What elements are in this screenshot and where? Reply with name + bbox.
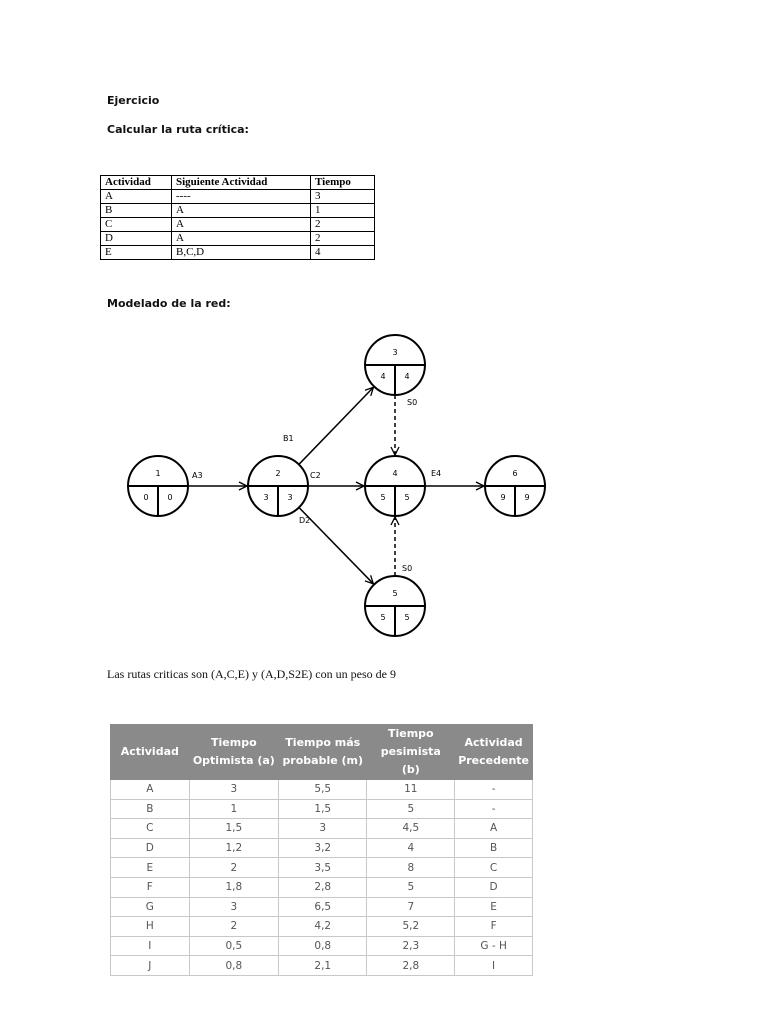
node-id: 5 xyxy=(392,589,398,598)
activities-table-row xyxy=(101,246,375,260)
pert-table-row xyxy=(111,819,533,839)
activities-header-actividad: Actividad xyxy=(101,176,172,190)
critical-path-conclusion: Las rutas criticas son (A,C,E) y (A,D,S2E) con un peso de 9 xyxy=(107,667,396,681)
node-late-time: 5 xyxy=(404,613,410,622)
pert-table-row-cell: B xyxy=(455,838,533,858)
pert-table-row-cell: 5,5 xyxy=(279,780,367,800)
pert-table-row-cell: 1,5 xyxy=(279,799,367,819)
node-early-time: 9 xyxy=(500,493,506,502)
task-heading: Calcular la ruta crítica: xyxy=(107,123,249,136)
pert-table-row xyxy=(111,780,533,800)
activities-table-row-cell: 2 xyxy=(311,218,375,232)
activities-table-row xyxy=(101,204,375,218)
activities-table-row-cell: 1 xyxy=(311,204,375,218)
pert-table-row-cell: 0,8 xyxy=(279,936,367,956)
activities-table-header-row xyxy=(101,176,375,190)
pert-table-row-cell: 4 xyxy=(367,838,455,858)
pert-table-row-cell: G - H xyxy=(455,936,533,956)
pert-table-row-cell: I xyxy=(455,956,533,976)
node-early-time: 5 xyxy=(380,493,386,502)
edge-label-2-3: B1 xyxy=(283,434,294,443)
pert-table-row-cell: 1,2 xyxy=(189,838,278,858)
activities-table-row-cell: 2 xyxy=(311,232,375,246)
edge-label-3-4: S0 xyxy=(407,398,418,407)
pert-table-row-cell: 4,2 xyxy=(279,917,367,937)
activities-table-row-cell: 3 xyxy=(311,190,375,204)
edge-2-3 xyxy=(299,387,374,464)
edge-label-4-6: E4 xyxy=(431,469,442,478)
pert-table-row xyxy=(111,838,533,858)
pert-table-row xyxy=(111,917,533,937)
pert-table-row-cell: 2,3 xyxy=(367,936,455,956)
activities-table-row-cell: B xyxy=(101,204,172,218)
node-3 xyxy=(365,335,425,395)
node-id: 2 xyxy=(275,469,281,478)
pert-table-row-cell: 3 xyxy=(279,819,367,839)
pert-table-row-cell: F xyxy=(455,917,533,937)
activities-table-row-cell: ---- xyxy=(172,190,311,204)
activities-table-row xyxy=(101,232,375,246)
pert-table-row-cell: 5,2 xyxy=(367,917,455,937)
activities-table-row-cell: A xyxy=(172,232,311,246)
node-late-time: 0 xyxy=(167,493,173,502)
edge-label-2-5: D2 xyxy=(299,516,311,525)
pert-table-row-cell: 7 xyxy=(367,897,455,917)
pert-table-row-cell: 4,5 xyxy=(367,819,455,839)
activities-table xyxy=(100,175,375,260)
activities-table-row-cell: A xyxy=(172,204,311,218)
network-diagram xyxy=(110,325,560,645)
pert-table-row-cell: 2,8 xyxy=(279,877,367,897)
pert-table-row-cell: G xyxy=(111,897,190,917)
node-early-time: 5 xyxy=(380,613,386,622)
pert-table-row xyxy=(111,858,533,878)
edge-label-2-4: C2 xyxy=(310,471,321,480)
node-2 xyxy=(248,456,308,516)
pert-header-actividad: Actividad xyxy=(111,725,190,780)
activities-header-tiempo: Tiempo xyxy=(311,176,375,190)
node-late-time: 4 xyxy=(404,372,410,381)
pert-table-row-cell: C xyxy=(111,819,190,839)
pert-table-row-cell: E xyxy=(111,858,190,878)
pert-table-row-cell: E xyxy=(455,897,533,917)
activities-table-row-cell: C xyxy=(101,218,172,232)
pert-table-row xyxy=(111,936,533,956)
pert-table-row-cell: D xyxy=(455,877,533,897)
pert-table-header-row xyxy=(111,725,533,780)
pert-header-pesimista: Tiempo pesimista (b) xyxy=(367,725,455,780)
pert-table-row-cell: H xyxy=(111,917,190,937)
node-early-time: 0 xyxy=(143,493,149,502)
pert-table-row-cell: A xyxy=(455,819,533,839)
pert-table-row-cell: 0,5 xyxy=(189,936,278,956)
edge-label-1-2: A3 xyxy=(192,471,203,480)
pert-table-row-cell: D xyxy=(111,838,190,858)
node-late-time: 3 xyxy=(287,493,293,502)
pert-table-row-cell: 1,8 xyxy=(189,877,278,897)
node-early-time: 4 xyxy=(380,372,386,381)
pert-table-row-cell: - xyxy=(455,799,533,819)
exercise-heading: Ejercicio xyxy=(107,94,160,107)
pert-table-row-cell: 11 xyxy=(367,780,455,800)
pert-table-row-cell: C xyxy=(455,858,533,878)
activities-table-row xyxy=(101,190,375,204)
activities-table-row-cell: E xyxy=(101,246,172,260)
pert-table-row xyxy=(111,956,533,976)
activities-table-row-cell: D xyxy=(101,232,172,246)
node-4 xyxy=(365,456,425,516)
pert-table-row-cell: 2,1 xyxy=(279,956,367,976)
pert-table-row-cell: 3 xyxy=(189,780,278,800)
activities-table-row-cell: 4 xyxy=(311,246,375,260)
pert-table-row-cell: 2 xyxy=(189,858,278,878)
pert-table-row-cell: A xyxy=(111,780,190,800)
pert-header-optimista: Tiempo Optimista (a) xyxy=(189,725,278,780)
activities-header-siguiente: Siguiente Actividad xyxy=(172,176,311,190)
activities-table-row-cell: B,C,D xyxy=(172,246,311,260)
pert-table-row xyxy=(111,897,533,917)
pert-table-row-cell: J xyxy=(111,956,190,976)
pert-header-precedente: Actividad Precedente xyxy=(455,725,533,780)
edge-label-5-4: S0 xyxy=(402,564,413,573)
node-early-time: 3 xyxy=(263,493,269,502)
pert-table-row-cell: 1 xyxy=(189,799,278,819)
pert-table-row-cell: 5 xyxy=(367,877,455,897)
pert-table-row-cell: - xyxy=(455,780,533,800)
pert-table-row-cell: 3,5 xyxy=(279,858,367,878)
activities-table-row-cell: A xyxy=(172,218,311,232)
pert-table-row xyxy=(111,877,533,897)
node-6 xyxy=(485,456,545,516)
pert-table-row-cell: I xyxy=(111,936,190,956)
pert-table-row-cell: F xyxy=(111,877,190,897)
pert-table-row-cell: 0,8 xyxy=(189,956,278,976)
pert-table-row-cell: 2 xyxy=(189,917,278,937)
node-late-time: 9 xyxy=(524,493,530,502)
node-5 xyxy=(365,576,425,636)
node-id: 4 xyxy=(392,469,398,478)
pert-table-row-cell: 3,2 xyxy=(279,838,367,858)
pert-table xyxy=(110,724,533,976)
node-1 xyxy=(128,456,188,516)
node-id: 6 xyxy=(512,469,518,478)
pert-table-row-cell: 8 xyxy=(367,858,455,878)
node-id: 3 xyxy=(392,348,398,357)
node-late-time: 5 xyxy=(404,493,410,502)
pert-table-row-cell: 3 xyxy=(189,897,278,917)
pert-table-row-cell: 6,5 xyxy=(279,897,367,917)
node-id: 1 xyxy=(155,469,161,478)
pert-table-row-cell: 2,8 xyxy=(367,956,455,976)
pert-table-row xyxy=(111,799,533,819)
activities-table-row xyxy=(101,218,375,232)
pert-header-probable: Tiempo más probable (m) xyxy=(279,725,367,780)
pert-table-row-cell: B xyxy=(111,799,190,819)
pert-table-row-cell: 5 xyxy=(367,799,455,819)
network-heading: Modelado de la red: xyxy=(107,297,231,310)
activities-table-row-cell: A xyxy=(101,190,172,204)
pert-table-row-cell: 1,5 xyxy=(189,819,278,839)
